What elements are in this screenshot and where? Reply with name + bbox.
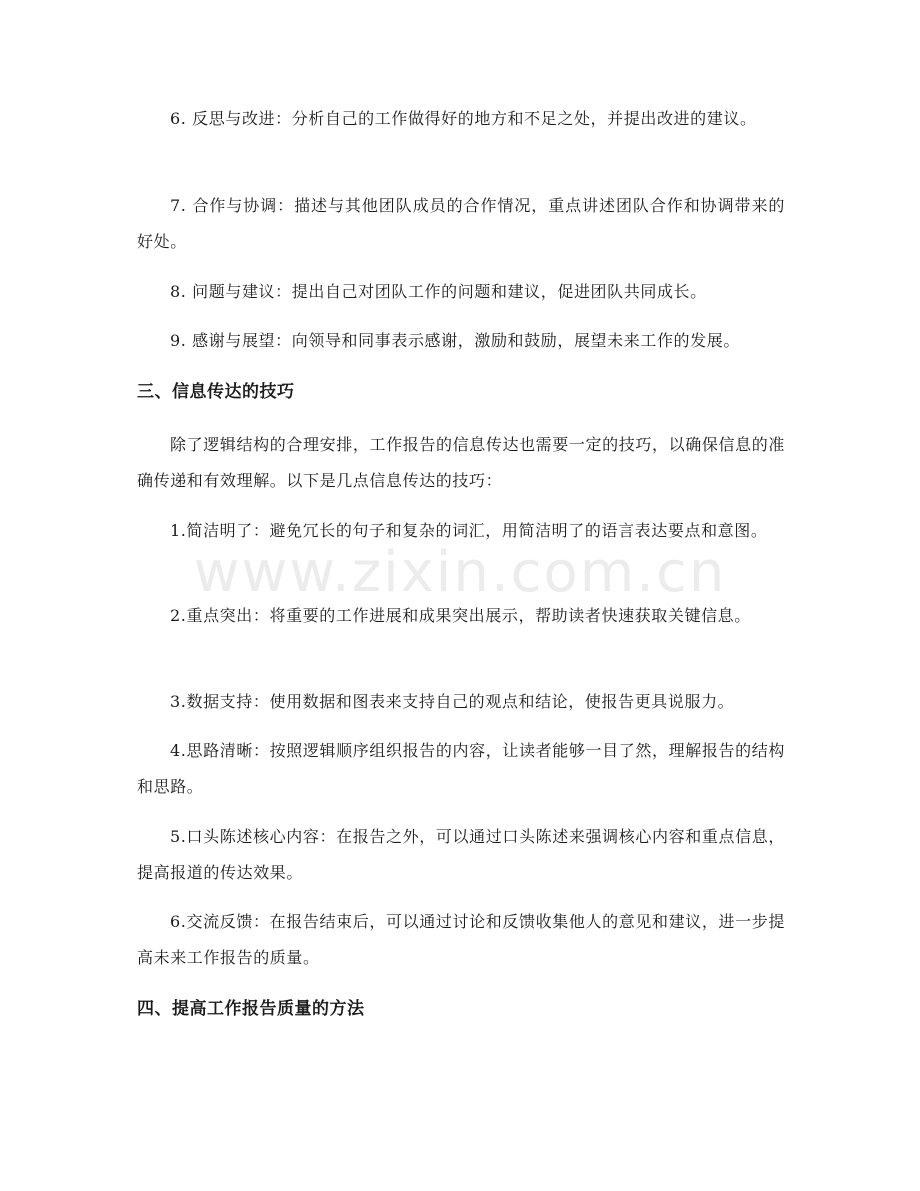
section-heading-3: 三、信息传达的技巧 (137, 382, 295, 402)
list-item-suggestions: 8. 问题与建议：提出自己对团队工作的问题和建议，促进团队共同成长。 (170, 282, 707, 301)
list-item-cooperation: 7. 合作与协调：描述与其他团队成员的合作情况，重点讲述团队合作和协调带来的好处。 (137, 196, 785, 251)
tip-highlight: 2.重点突出：将重要的工作进展和成果突出展示，帮助读者快速获取关键信息。 (170, 606, 751, 625)
tip-data-support: 3.数据支持：使用数据和图表来支持自己的观点和结论，使报告更具说服力。 (170, 692, 735, 711)
tip-clear-thinking: 4.思路清晰：按照逻辑顺序组织报告的内容，让读者能够一目了然，理解报告的结构和思路。 (137, 741, 785, 796)
watermark: www.zixin.com.cn (193, 540, 727, 605)
list-item-reflection: 6. 反思与改进：分析自己的工作做得好的地方和不足之处，并提出改进的建议。 (170, 109, 757, 128)
tip-concise: 1.简洁明了：避免冗长的句子和复杂的词汇，用简洁明了的语言表达要点和意图。 (170, 521, 768, 540)
section-3-intro: 除了逻辑结构的合理安排，工作报告的信息传达也需要一定的技巧，以确保信息的准确传递和有效理解。以下是几点信息传达的技巧： (137, 435, 785, 490)
tip-oral-presentation: 5.口头陈述核心内容：在报告之外，可以通过口头陈述来强调核心内容和重点信息，提高报道的传达效果。 (137, 827, 785, 882)
list-item-thanks: 9. 感谢与展望：向领导和同事表示感谢，激励和鼓励，展望未来工作的发展。 (170, 331, 740, 350)
section-heading-4: 四、提高工作报告质量的方法 (137, 999, 365, 1019)
tip-feedback: 6.交流反馈：在报告结束后，可以通过讨论和反馈收集他人的意见和建议，进一步提高未来工作报告的质量。 (137, 912, 785, 967)
